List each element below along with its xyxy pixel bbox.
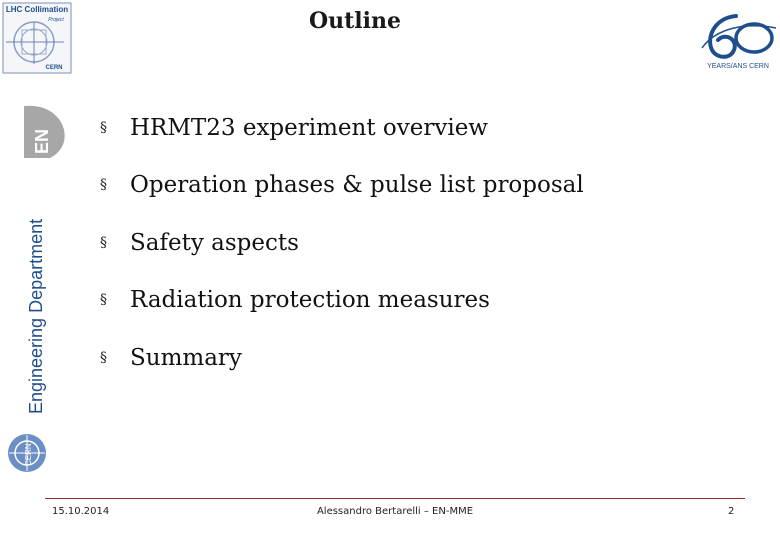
cern-60-years-logo	[696, 8, 778, 72]
list-item-text: Operation phases & pulse list proposal	[130, 172, 584, 198]
cern-logo	[6, 432, 48, 474]
logo-line-1: LHC Collimation	[5, 5, 69, 14]
list-item	[100, 167, 584, 203]
footer-divider	[45, 498, 745, 499]
en-badge	[4, 104, 70, 158]
bullet-icon: §	[100, 235, 107, 251]
list-item	[100, 225, 299, 261]
slide-title: Outline	[308, 8, 402, 34]
list-item-text: Radiation protection measures	[130, 287, 490, 313]
en-badge-text: EN	[32, 128, 52, 154]
list-item	[100, 340, 242, 376]
footer-author: Alessandro Bertarelli – EN-MME	[316, 506, 474, 517]
cern-logo-text: CERN	[24, 443, 33, 466]
list-item-text: Safety aspects	[130, 230, 299, 256]
logo-60-caption: YEARS/ANS CERN	[707, 63, 769, 70]
bullet-icon: §	[100, 120, 107, 136]
department-text: Engineering Department	[26, 218, 46, 414]
list-item-text: HRMT23 experiment overview	[130, 115, 488, 141]
bullet-icon: §	[100, 292, 107, 308]
page-number: 2	[728, 506, 735, 517]
logo-line-3: CERN	[45, 65, 63, 71]
list-item	[100, 110, 488, 146]
list-item	[100, 282, 490, 318]
footer-date: 15.10.2014	[52, 506, 110, 517]
bullet-icon: §	[100, 350, 107, 366]
bullet-icon: §	[100, 177, 107, 193]
logo-line-2: Project	[48, 17, 64, 23]
list-item-text: Summary	[130, 345, 242, 371]
